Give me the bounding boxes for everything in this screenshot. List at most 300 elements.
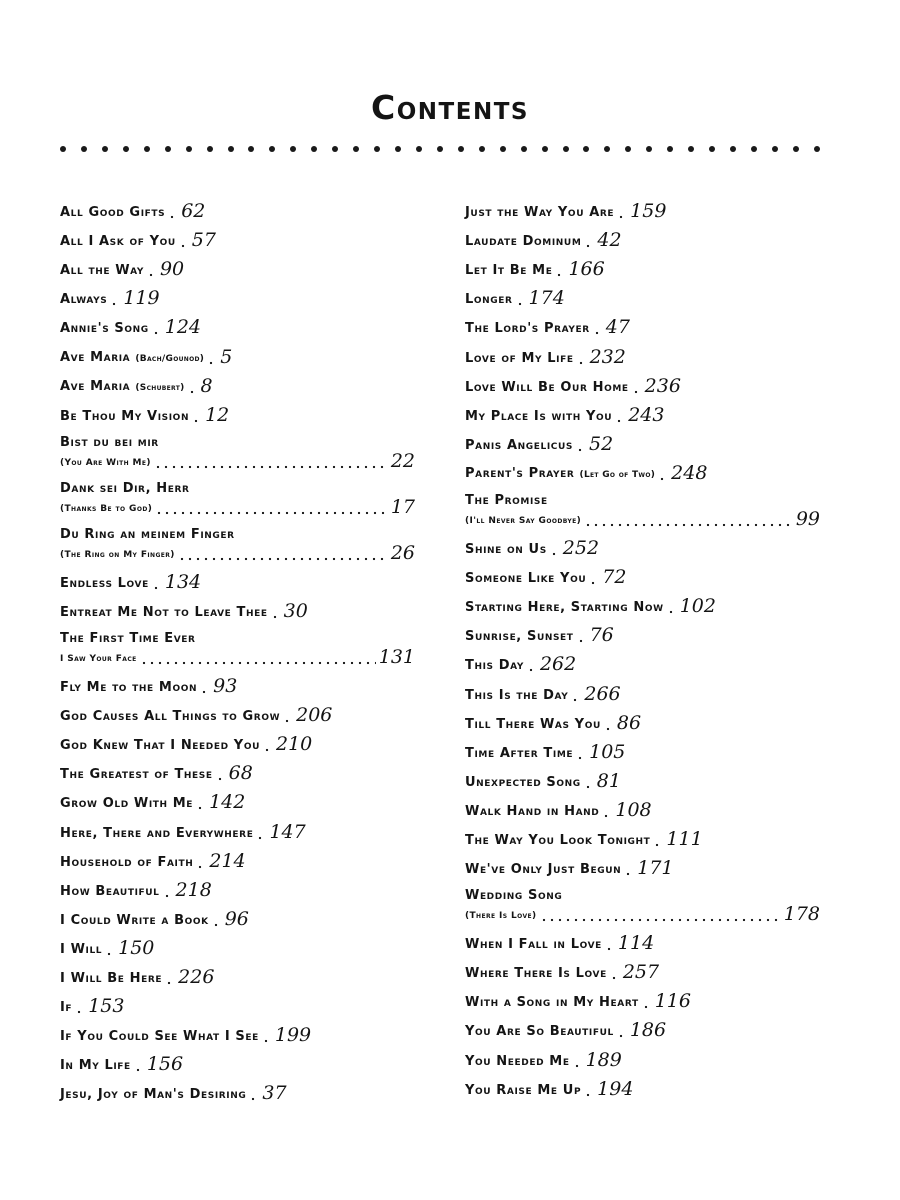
toc-entry-row [465, 858, 674, 878]
song-title-text: Time After Time [465, 745, 574, 761]
toc-entry [60, 754, 415, 783]
dot-leader [155, 501, 388, 517]
divider-dot [311, 146, 317, 152]
divider-dot [730, 146, 736, 152]
page-number: 22 [390, 449, 415, 472]
song-title [465, 438, 573, 454]
toc-entry [60, 308, 415, 337]
dot-leader [577, 351, 587, 367]
divider-dot [395, 146, 401, 152]
page-number: 262 [539, 653, 577, 676]
dot-leader [576, 438, 586, 454]
song-title [60, 263, 144, 279]
song-title-text: Ave Maria [60, 349, 131, 365]
song-title [60, 738, 260, 754]
song-title [465, 409, 612, 425]
toc-entry-row [465, 1050, 622, 1070]
toc-entry-row [60, 288, 160, 308]
divider-dot [814, 146, 820, 152]
dot-leader [632, 380, 642, 396]
toc-entry-row [60, 967, 214, 987]
toc-entry-row [60, 572, 201, 592]
toc-entry-row [60, 1054, 183, 1074]
toc-entry-row [60, 676, 237, 696]
dot-leader [550, 542, 560, 558]
song-title [465, 746, 573, 762]
divider-dot [793, 146, 799, 152]
toc-entry [60, 592, 415, 621]
page-number: 119 [123, 287, 160, 310]
page-number: 134 [164, 570, 202, 593]
page-number: 166 [568, 258, 605, 281]
dot-leader [527, 658, 537, 674]
toc-entry [60, 192, 415, 221]
toc-entry-row [465, 742, 625, 762]
toc-entry [465, 308, 820, 337]
page-number: 243 [628, 403, 665, 426]
toc-entry-row [465, 596, 716, 616]
toc-entry-row [465, 771, 621, 791]
song-subtitle: (There Is Love) [465, 911, 537, 922]
toc-entry [60, 425, 415, 471]
song-title-text: Household of Faith [60, 854, 194, 870]
divider-dot [604, 146, 610, 152]
divider-dot [751, 146, 757, 152]
toc-entry-row [465, 567, 626, 587]
dot-leader [196, 796, 206, 812]
toc-entry-row [465, 684, 621, 704]
page-number: 12 [205, 403, 230, 426]
toc-entry [465, 791, 820, 820]
dot-leader [516, 292, 526, 308]
song-title [60, 913, 209, 929]
song-title-text: Till There Was You [465, 716, 601, 732]
toc-entry [60, 621, 415, 667]
song-title: Du Ring an meinem Finger [60, 526, 235, 542]
song-title [60, 605, 268, 621]
toc-entry [465, 425, 820, 454]
song-title-text: Love Will Be Our Home [465, 379, 629, 395]
dot-leader [256, 826, 266, 842]
toc-entry [60, 900, 415, 929]
toc-entry-row [60, 763, 253, 783]
dot-leader [75, 1000, 85, 1016]
toc-entry-row [60, 376, 213, 396]
divider-dot [709, 146, 715, 152]
divider-dot [521, 146, 527, 152]
song-title [60, 709, 280, 725]
song-title-text: Someone Like You [465, 571, 587, 587]
toc-entry-row [60, 497, 415, 517]
divider-dot [458, 146, 464, 152]
page-number: 189 [585, 1048, 622, 1071]
page-number: 124 [164, 316, 202, 339]
page-number: 194 [597, 1077, 634, 1100]
toc-entry [465, 192, 820, 221]
toc-entry-row [465, 1020, 666, 1040]
divider-dot [186, 146, 192, 152]
page-number: 62 [181, 200, 206, 223]
dot-leader [271, 605, 281, 621]
song-title [465, 380, 629, 396]
toc-entry-row [465, 434, 613, 454]
song-title-text: Where There Is Love [465, 966, 607, 982]
dot-leader [110, 292, 120, 308]
page-number: 252 [562, 537, 600, 560]
toc-entry [60, 667, 415, 696]
song-title-text: If You Could See What I See [60, 1029, 259, 1045]
page-number: 186 [629, 1019, 667, 1042]
toc-entry-row [60, 405, 229, 425]
page-number: 153 [88, 995, 125, 1018]
divider-dot [772, 146, 778, 152]
song-title [60, 855, 193, 871]
song-title-text: God Knew That I Needed You [60, 738, 260, 754]
song-title [465, 1083, 581, 1099]
toc-entry [465, 483, 820, 529]
page-number: 72 [602, 566, 627, 589]
page-number: 174 [528, 287, 565, 310]
dot-leader [577, 629, 587, 645]
song-title [465, 658, 524, 674]
dot-leader [207, 351, 217, 367]
song-title-text: The Way You Look Tonight [465, 832, 651, 848]
dot-leader [249, 1087, 259, 1103]
divider-dot [228, 146, 234, 152]
toc-entry-row [465, 904, 820, 924]
song-title [465, 1054, 570, 1070]
dot-leader [584, 234, 594, 250]
toc-entry [60, 250, 415, 279]
page-number: 159 [630, 200, 667, 223]
page-number: 257 [622, 961, 660, 984]
dot-leader [593, 321, 603, 337]
divider-dot [625, 146, 631, 152]
dot-leader [584, 1083, 594, 1099]
divider-dot [144, 146, 150, 152]
page-number: 116 [654, 990, 691, 1013]
toc-entry [60, 517, 415, 563]
page-number: 111 [666, 827, 703, 850]
song-title-text: Unexpected Song [465, 774, 581, 790]
song-title [465, 466, 655, 483]
page-number: 232 [589, 345, 626, 368]
dot-leader [163, 884, 173, 900]
song-title [60, 1087, 246, 1103]
toc-entry-row [465, 376, 681, 396]
song-title-text: You Raise Me Up [465, 1082, 582, 1098]
song-title [465, 833, 650, 849]
dot-leader [555, 263, 565, 279]
toc-entry-row [465, 1079, 633, 1099]
toc-entry-row [60, 201, 205, 221]
page-number: 8 [200, 374, 213, 397]
divider-dot [332, 146, 338, 152]
page-number: 5 [220, 345, 233, 368]
song-title-text: I Will [60, 941, 103, 957]
song-title [60, 796, 193, 812]
dot-leader [105, 942, 115, 958]
toc-entry [465, 1070, 820, 1099]
song-variant: (Let Go of Two) [579, 469, 656, 480]
toc-entry [465, 616, 820, 645]
song-subtitle: (Thanks Be to God) [60, 503, 153, 514]
song-title [60, 205, 165, 221]
dot-leader [573, 1054, 583, 1070]
toc-entry [465, 454, 820, 483]
toc-entry-row [465, 230, 622, 250]
song-title [465, 995, 639, 1011]
toc-entry-row [465, 317, 630, 337]
divider-dot [563, 146, 569, 152]
dot-leader [196, 855, 206, 871]
song-title-text: We've Only Just Begun [465, 862, 622, 878]
song-title-text: Just the Way You Are [465, 205, 615, 221]
toc-entry-row [60, 705, 332, 725]
page-number: 218 [175, 878, 212, 901]
song-title-text: All I Ask of You [60, 234, 176, 250]
toc-entry [60, 367, 415, 396]
song-title-text: Always [60, 292, 108, 308]
toc-entry-row [60, 1025, 311, 1045]
song-title-text: I Will Be Here [60, 970, 163, 986]
toc-entry [60, 1045, 415, 1074]
dot-leader [263, 738, 273, 754]
song-title-text: Walk Hand in Hand [465, 803, 600, 819]
toc-entry-row [60, 230, 216, 250]
toc-entry [60, 396, 415, 425]
song-title-text: Starting Here, Starting Now [465, 600, 664, 616]
toc-entry-row [60, 734, 312, 754]
dot-leader [576, 746, 586, 762]
toc-entry-row [60, 822, 306, 842]
toc-entry-row [60, 851, 246, 871]
toc-entry-row [465, 259, 605, 279]
toc-entry-row [465, 463, 707, 483]
divider-dot [353, 146, 359, 152]
song-title [60, 680, 197, 696]
song-title [465, 292, 513, 308]
divider-dot [374, 146, 380, 152]
song-title-text: This Day [465, 658, 524, 674]
song-title-text: Shine on Us [465, 542, 547, 558]
dot-leader [188, 380, 198, 396]
toc-entry-row [465, 800, 652, 820]
page-number: 147 [269, 820, 306, 843]
dot-leader [617, 205, 627, 221]
song-title-text: Panis Angelicus [465, 437, 573, 453]
toc-entry [60, 842, 415, 871]
toc-entry [60, 563, 415, 592]
page-number: 81 [596, 769, 621, 792]
song-variant: (Bach/Gounod) [135, 353, 205, 364]
toc-entry [60, 471, 415, 517]
divider-dot [583, 146, 589, 152]
toc-entry [465, 674, 820, 703]
dot-leader [602, 804, 612, 820]
song-subtitle: I Saw Your Face [60, 653, 137, 664]
dot-leader [212, 913, 222, 929]
dot-leader [283, 709, 293, 725]
song-title: The First Time Ever [60, 630, 196, 646]
song-title [60, 321, 149, 337]
song-title [465, 937, 602, 953]
toc-entry [465, 704, 820, 733]
page-number: 42 [597, 229, 622, 252]
toc-entry [465, 587, 820, 616]
toc-entry-row [465, 625, 614, 645]
song-title-text: With a Song in My Heart [465, 995, 639, 1011]
toc-entry-row [465, 654, 576, 674]
toc-entry-row [465, 347, 626, 367]
dot-leader [168, 205, 178, 221]
toc-entry [60, 929, 415, 958]
song-title-text: My Place Is with You [465, 408, 613, 424]
page-number: 156 [146, 1053, 184, 1076]
page-number: 47 [605, 316, 630, 339]
divider-dot [269, 146, 275, 152]
page-number: 131 [378, 645, 415, 668]
page-number: 102 [679, 595, 716, 618]
toc-entry-row [465, 933, 654, 953]
toc-entry [60, 279, 415, 308]
dot-leader [605, 937, 615, 953]
song-title-text: You Are So Beautiful [465, 1024, 614, 1040]
toc-entry [465, 762, 820, 791]
dot-leader [589, 571, 599, 587]
toc-entry [60, 337, 415, 366]
song-title [465, 205, 614, 221]
toc-entry-row [60, 1083, 287, 1103]
page-number: 226 [178, 965, 215, 988]
song-title: Bist du bei mir [60, 434, 159, 450]
divider-dot [500, 146, 506, 152]
song-title-text: I Could Write a Book [60, 912, 209, 928]
song-title-text: Parent's Prayer [465, 465, 575, 481]
song-title-text: If [60, 1000, 73, 1016]
toc-entry [60, 783, 415, 812]
song-title [60, 409, 189, 425]
dot-leader [178, 547, 388, 563]
song-title-text: Jesu, Joy of Man's Desiring [60, 1087, 247, 1103]
divider-dot [479, 146, 485, 152]
dot-leader [653, 833, 663, 849]
toc-entry-row [60, 880, 212, 900]
song-title [60, 1029, 259, 1045]
song-title-text: The Greatest of These [60, 767, 213, 783]
toc-entry-row [465, 713, 641, 733]
song-title [60, 826, 253, 842]
song-title [465, 804, 599, 820]
song-title [465, 688, 568, 704]
dot-leader [667, 600, 677, 616]
page-number: 142 [209, 791, 246, 814]
song-title: Dank sei Dir, Herr [60, 480, 190, 496]
divider-dot [290, 146, 296, 152]
dot-leader [134, 1058, 144, 1074]
toc-entry-row [465, 509, 820, 529]
toc-entry-row [465, 962, 659, 982]
song-title [60, 971, 162, 987]
song-title [60, 884, 160, 900]
page-title: Contents [371, 88, 529, 127]
toc-entry [60, 696, 415, 725]
toc-entry-row [60, 451, 415, 471]
song-title-text: In My Life [60, 1058, 131, 1074]
song-title [60, 1000, 72, 1016]
song-title [465, 351, 574, 367]
song-title [465, 966, 607, 982]
dot-leader [540, 908, 781, 924]
toc-entry [465, 820, 820, 849]
toc-entry [465, 1011, 820, 1040]
toc-entry [465, 982, 820, 1011]
song-title-text: Here, There and Everywhere [60, 825, 254, 841]
dot-leader [604, 717, 614, 733]
song-title-text: Let It Be Me [465, 263, 553, 279]
toc-entry [465, 1040, 820, 1069]
toc-entry [60, 221, 415, 250]
dot-leader [154, 455, 388, 471]
toc-entry [465, 396, 820, 425]
toc-entry [60, 987, 415, 1016]
song-title [465, 571, 586, 587]
toc-entry [465, 367, 820, 396]
song-title [60, 767, 213, 783]
divider-dot [646, 146, 652, 152]
toc-entry [465, 250, 820, 279]
song-variant: (Schubert) [135, 382, 185, 393]
contents-column-left [60, 192, 415, 1103]
divider-dot [248, 146, 254, 152]
song-title-text: Longer [465, 292, 513, 308]
song-title [465, 234, 581, 250]
song-title [465, 542, 547, 558]
toc-entry [60, 1074, 415, 1103]
page-number: 76 [589, 624, 614, 647]
divider-dot [437, 146, 443, 152]
toc-entry [60, 958, 415, 987]
dot-leader [617, 1024, 627, 1040]
toc-entry-row [60, 347, 232, 367]
toc-entry [60, 725, 415, 754]
toc-entry-row [465, 538, 599, 558]
toc-entry [60, 1016, 415, 1045]
toc-entry-row [60, 601, 308, 621]
song-title [465, 717, 601, 733]
dot-leader [642, 995, 652, 1011]
dot-leader [179, 234, 189, 250]
dot-leader [658, 467, 668, 483]
page-number: 108 [615, 798, 652, 821]
toc-entry [465, 337, 820, 366]
divider-dot [542, 146, 548, 152]
divider-dot [165, 146, 171, 152]
page-number: 150 [118, 936, 155, 959]
dot-leader [624, 862, 634, 878]
page-number: 214 [209, 849, 246, 872]
dot-leader [610, 966, 620, 982]
page-number: 236 [644, 374, 681, 397]
song-title [60, 234, 176, 250]
dot-leader [192, 409, 202, 425]
song-title-text: Be Thou My Vision [60, 408, 190, 424]
song-title [60, 942, 102, 958]
page-number: 199 [274, 1024, 312, 1047]
toc-entry [465, 645, 820, 674]
toc-entry [465, 558, 820, 587]
song-title [465, 321, 590, 337]
